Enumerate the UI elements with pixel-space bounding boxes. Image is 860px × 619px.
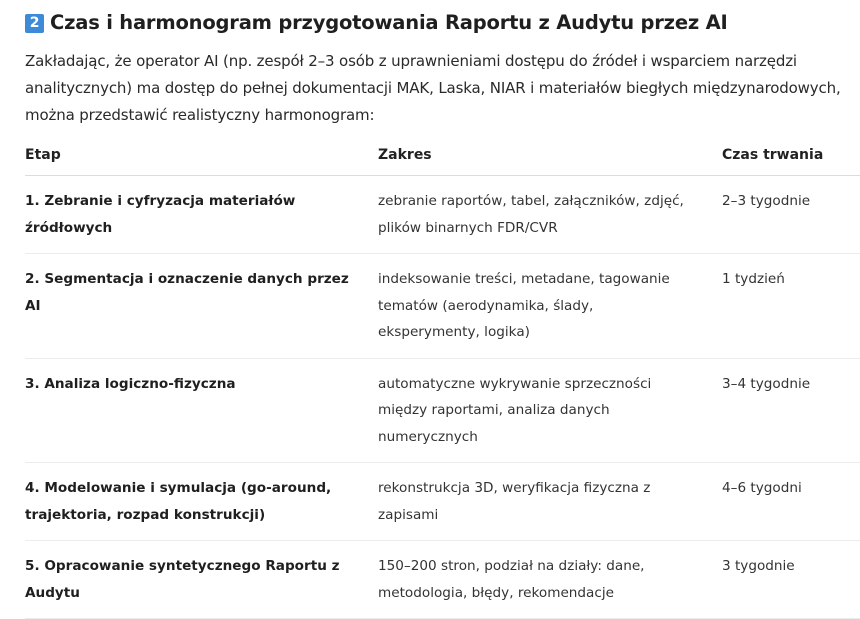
cell-zakres: rekonstrukcja 3D, weryfikacja fizyczna z zapisami — [378, 463, 722, 541]
schedule-table — [25, 135, 860, 619]
section-heading — [25, 0, 860, 40]
table-row — [25, 541, 860, 619]
column-header-etap: Etap — [25, 135, 378, 176]
cell-etap: 1. Zebranie i cyfryzacja materiałów źródłowych — [25, 176, 378, 254]
cell-zakres: 150–200 stron, podział na działy: dane, metodologia, błędy, rekomendacje — [378, 541, 722, 619]
cell-etap: 3. Analiza logiczno-fizyczna — [25, 358, 378, 463]
table-row — [25, 176, 860, 254]
section-title: Czas i harmonogram przygotowania Raportu z Audytu przez AI — [50, 11, 728, 34]
table-header-row — [25, 135, 860, 176]
column-header-czas: Czas trwania — [722, 135, 860, 176]
cell-czas: 4–6 tygodni — [722, 463, 860, 541]
number-badge-icon: 2 — [25, 14, 44, 33]
table-row — [25, 254, 860, 359]
cell-czas: 1 tydzień — [722, 254, 860, 359]
cell-zakres: automatyczne wykrywanie sprzeczności między raportami, analiza danych numerycznych — [378, 358, 722, 463]
table-row — [25, 463, 860, 541]
column-header-zakres: Zakres — [378, 135, 722, 176]
cell-etap: 2. Segmentacja i oznaczenie danych przez AI — [25, 254, 378, 359]
cell-zakres: indeksowanie treści, metadane, tagowanie tematów (aerodynamika, ślady, eksperymenty, logika) — [378, 254, 722, 359]
table-row — [25, 358, 860, 463]
cell-czas: 3–4 tygodnie — [722, 358, 860, 463]
cell-zakres: zebranie raportów, tabel, załączników, zdjęć, plików binarnych FDR/CVR — [378, 176, 722, 254]
cell-etap: 5. Opracowanie syntetycznego Raportu z Audytu — [25, 541, 378, 619]
intro-paragraph: Zakładając, że operator AI (np. zespół 2–3 osób z uprawnieniami dostępu do źródeł i wsparciem narzędzi analitycznych) ma dostęp do pełnej dokumentacji MAK, Laska, NIAR i materiałów biegłych międzynarodowych, można przedstawić realistyczny harmonogram: — [25, 52, 841, 124]
cell-etap: 4. Modelowanie i symulacja (go-around, trajektoria, rozpad konstrukcji) — [25, 463, 378, 541]
cell-czas: 2–3 tygodnie — [722, 176, 860, 254]
cell-czas: 3 tygodnie — [722, 541, 860, 619]
